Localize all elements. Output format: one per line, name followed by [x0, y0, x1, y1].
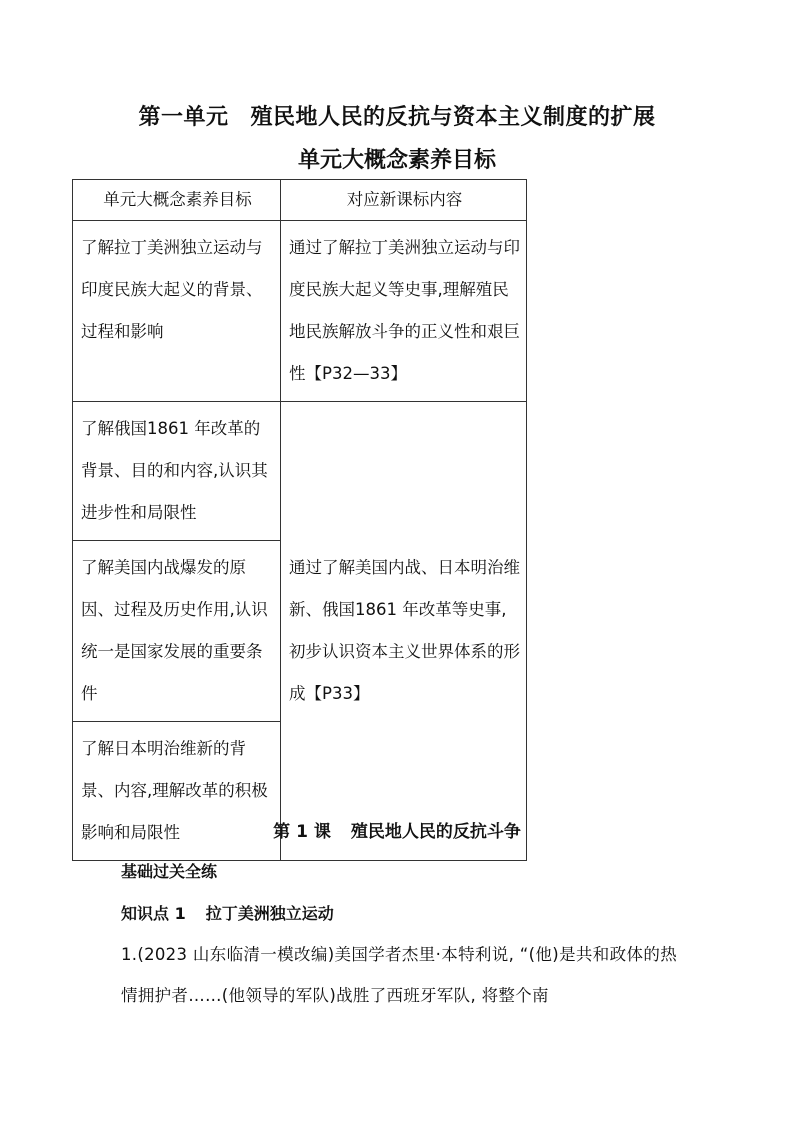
goals-table — [72, 179, 527, 861]
lesson-title-text: 殖民地人民的反抗斗争 — [350, 822, 521, 842]
header-standards: 对应新课标内容 — [281, 180, 527, 221]
knowledge-point-heading — [121, 901, 334, 924]
goal-cell: 了解俄国1861 年改革的背景、目的和内容,认识其进步性和局限性 — [73, 402, 281, 541]
table-row — [73, 402, 527, 541]
header-goals: 单元大概念素养目标 — [73, 180, 281, 221]
lesson-title — [0, 817, 794, 842]
table-header-row — [73, 180, 527, 221]
standard-cell: 通过了解拉丁美洲独立运动与印度民族大起义等史事,理解殖民地民族解放斗争的正义性和艰巨性【P32—33】 — [281, 221, 527, 402]
standard-cell: 通过了解美国内战、日本明治维新、俄国1861 年改革等史事,初步认识资本主义世界体系的形成【P33】 — [281, 402, 527, 861]
question-1-text: 1.(2023 山东临清一模改编)美国学者杰里·本特利说, “(他)是共和政体的热情拥护者……(他领导的军队)战胜了西班牙军队, 将整个南 — [121, 945, 677, 1005]
unit-subtitle: 单元大概念素养目标 — [297, 148, 496, 173]
table-row — [73, 221, 527, 402]
unit-number: 第一单元 — [138, 105, 229, 130]
knowledge-point-number: 知识点 1 — [121, 904, 186, 923]
unit-title — [0, 100, 794, 131]
goal-cell: 了解日本明治维新的背景、内容,理解改革的积极影响和局限性 — [73, 722, 281, 861]
goal-cell: 了解美国内战爆发的原因、过程及历史作用,认识统一是国家发展的重要条件 — [73, 541, 281, 722]
unit-title-text: 殖民地人民的反抗与资本主义制度的扩展 — [250, 105, 656, 130]
section-heading: 基础过关全练 — [121, 862, 218, 881]
goal-cell: 了解拉丁美洲独立运动与印度民族大起义的背景、过程和影响 — [73, 221, 281, 402]
knowledge-point-title: 拉丁美洲独立运动 — [205, 904, 334, 923]
lesson-number: 第 1 课 — [273, 822, 331, 842]
